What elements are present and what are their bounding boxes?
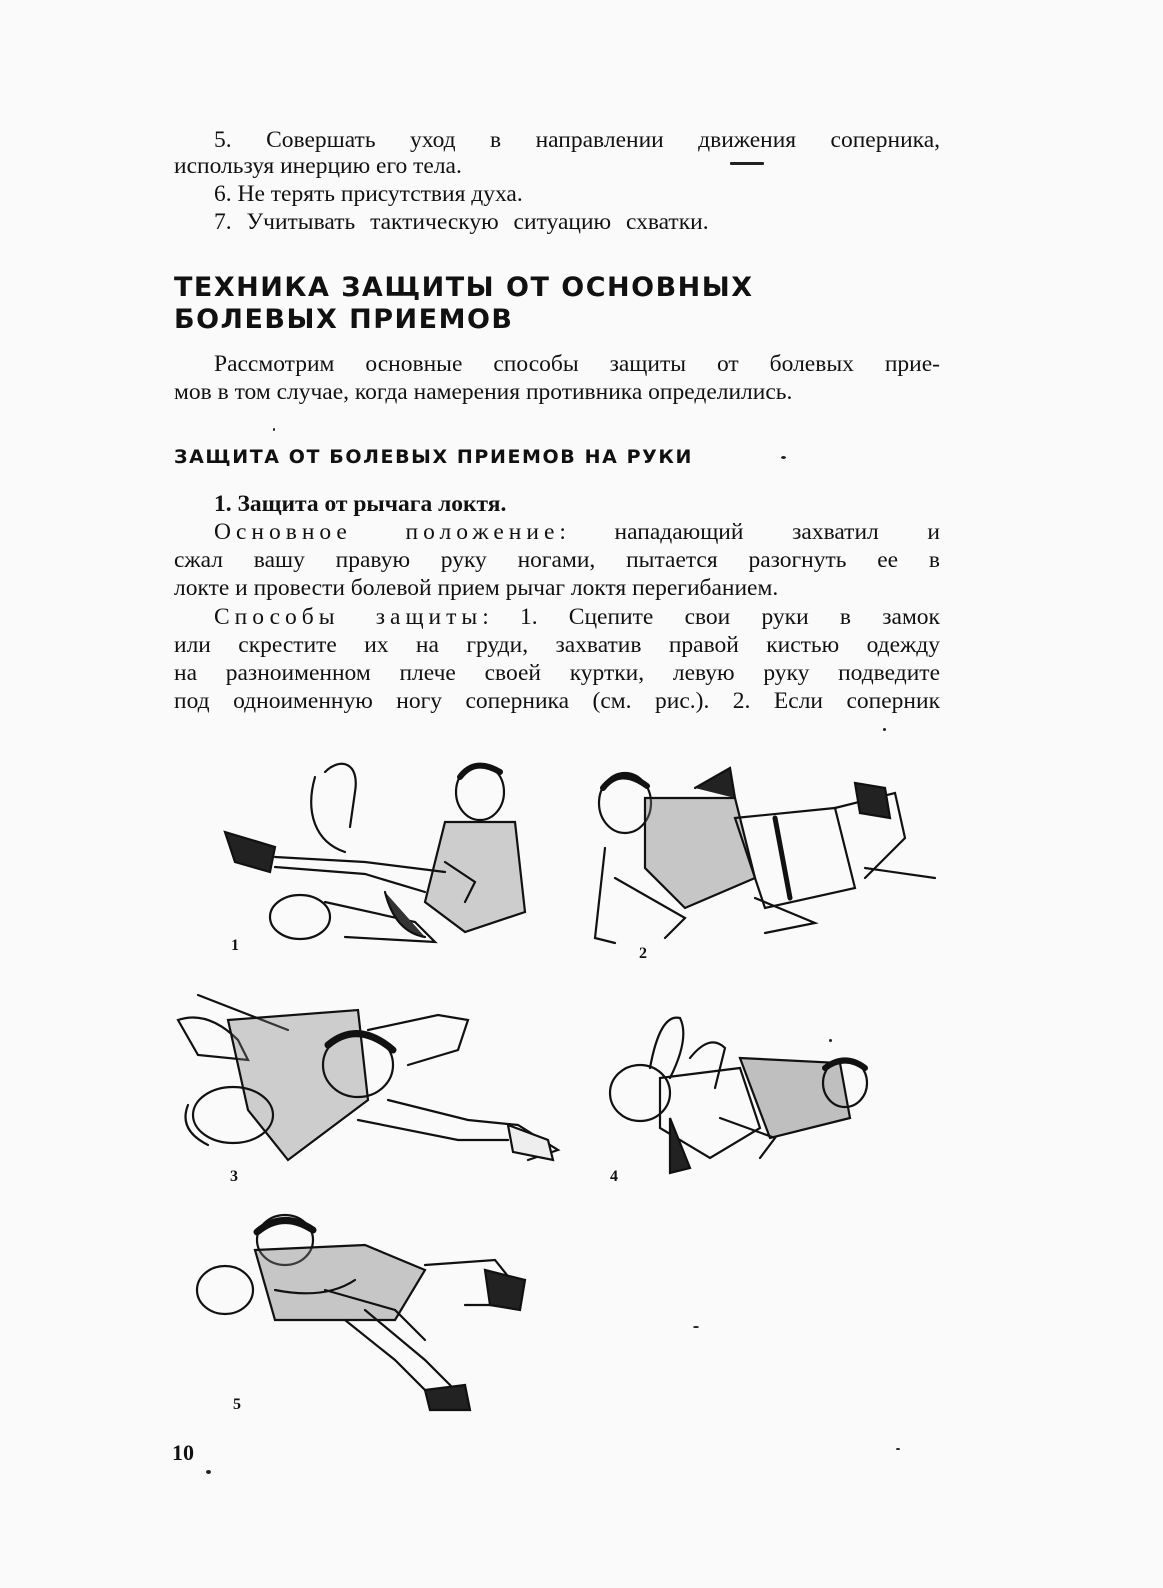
- para2-line-4: под одноименную ногу соперника (см. рис.). 2. Если соперник: [174, 688, 940, 714]
- list-item-5-continuation: используя инерцию его тела.: [174, 153, 462, 179]
- ink-speck: [896, 1448, 900, 1450]
- subsection-title: ЗАЩИТА ОТ БОЛЕВЫХ ПРИЕМОВ НА РУКИ: [174, 446, 694, 468]
- intro-line-1: Рассмотрим основные способы защиты от болевых прие-: [214, 351, 940, 377]
- wrestlers-illustration-1: [215, 752, 535, 952]
- defense-line: Способы защиты: 1. Сцепите свои руки в замок: [214, 604, 940, 630]
- para2-line-3: на разноименном плече своей куртки, левую руку подведите: [174, 660, 940, 686]
- figure-label-1: 1: [231, 937, 239, 954]
- ink-speck: [883, 728, 886, 731]
- para1-line-3: локте и провести болевой прием рычаг локтя перегибанием.: [174, 575, 779, 601]
- intro-line-2: мов в том случае, когда намерения противника определились.: [174, 379, 793, 405]
- figure-label-3: 3: [230, 1168, 238, 1185]
- ink-speck: [693, 1326, 699, 1328]
- section-title: ТЕХНИКА ЗАЩИТЫ ОТ ОСНОВНЫХ БОЛЕВЫХ ПРИЕМОВ: [174, 272, 754, 335]
- page-number: 10: [172, 1440, 194, 1465]
- basic-position-line: Основное положение: нападающий захватил и: [214, 519, 940, 545]
- wrestlers-illustration-3: [168, 990, 568, 1190]
- ink-speck: [273, 428, 275, 431]
- list-item-6: 6. Не терять присутствия духа.: [214, 181, 523, 207]
- figure-label-4: 4: [610, 1168, 618, 1185]
- figure-label-5: 5: [233, 1396, 241, 1413]
- list-item-5: 5. Совершать уход в направлении движения соперника,: [214, 127, 941, 153]
- para2-line-2: или скрестите их на груди, захватив правой кистью одежду: [174, 632, 940, 658]
- item-1-title: 1. Защита от рычага локтя.: [214, 491, 507, 517]
- ink-speck: [829, 1039, 832, 1042]
- wrestlers-illustration-2: [585, 758, 940, 962]
- wrestlers-illustration-4: [600, 1008, 875, 1185]
- list-item-7: 7. Учитывать тактическую ситуацию схватки.: [214, 209, 709, 235]
- ink-speck: [206, 1470, 211, 1474]
- wrestlers-illustration-5: [195, 1210, 535, 1420]
- para1-line-2: сжал вашу правую руку ногами, пытается разогнуть ее в: [174, 547, 940, 573]
- ink-speck: [781, 456, 786, 459]
- figure-label-2: 2: [639, 945, 647, 962]
- ink-dash: [730, 162, 764, 165]
